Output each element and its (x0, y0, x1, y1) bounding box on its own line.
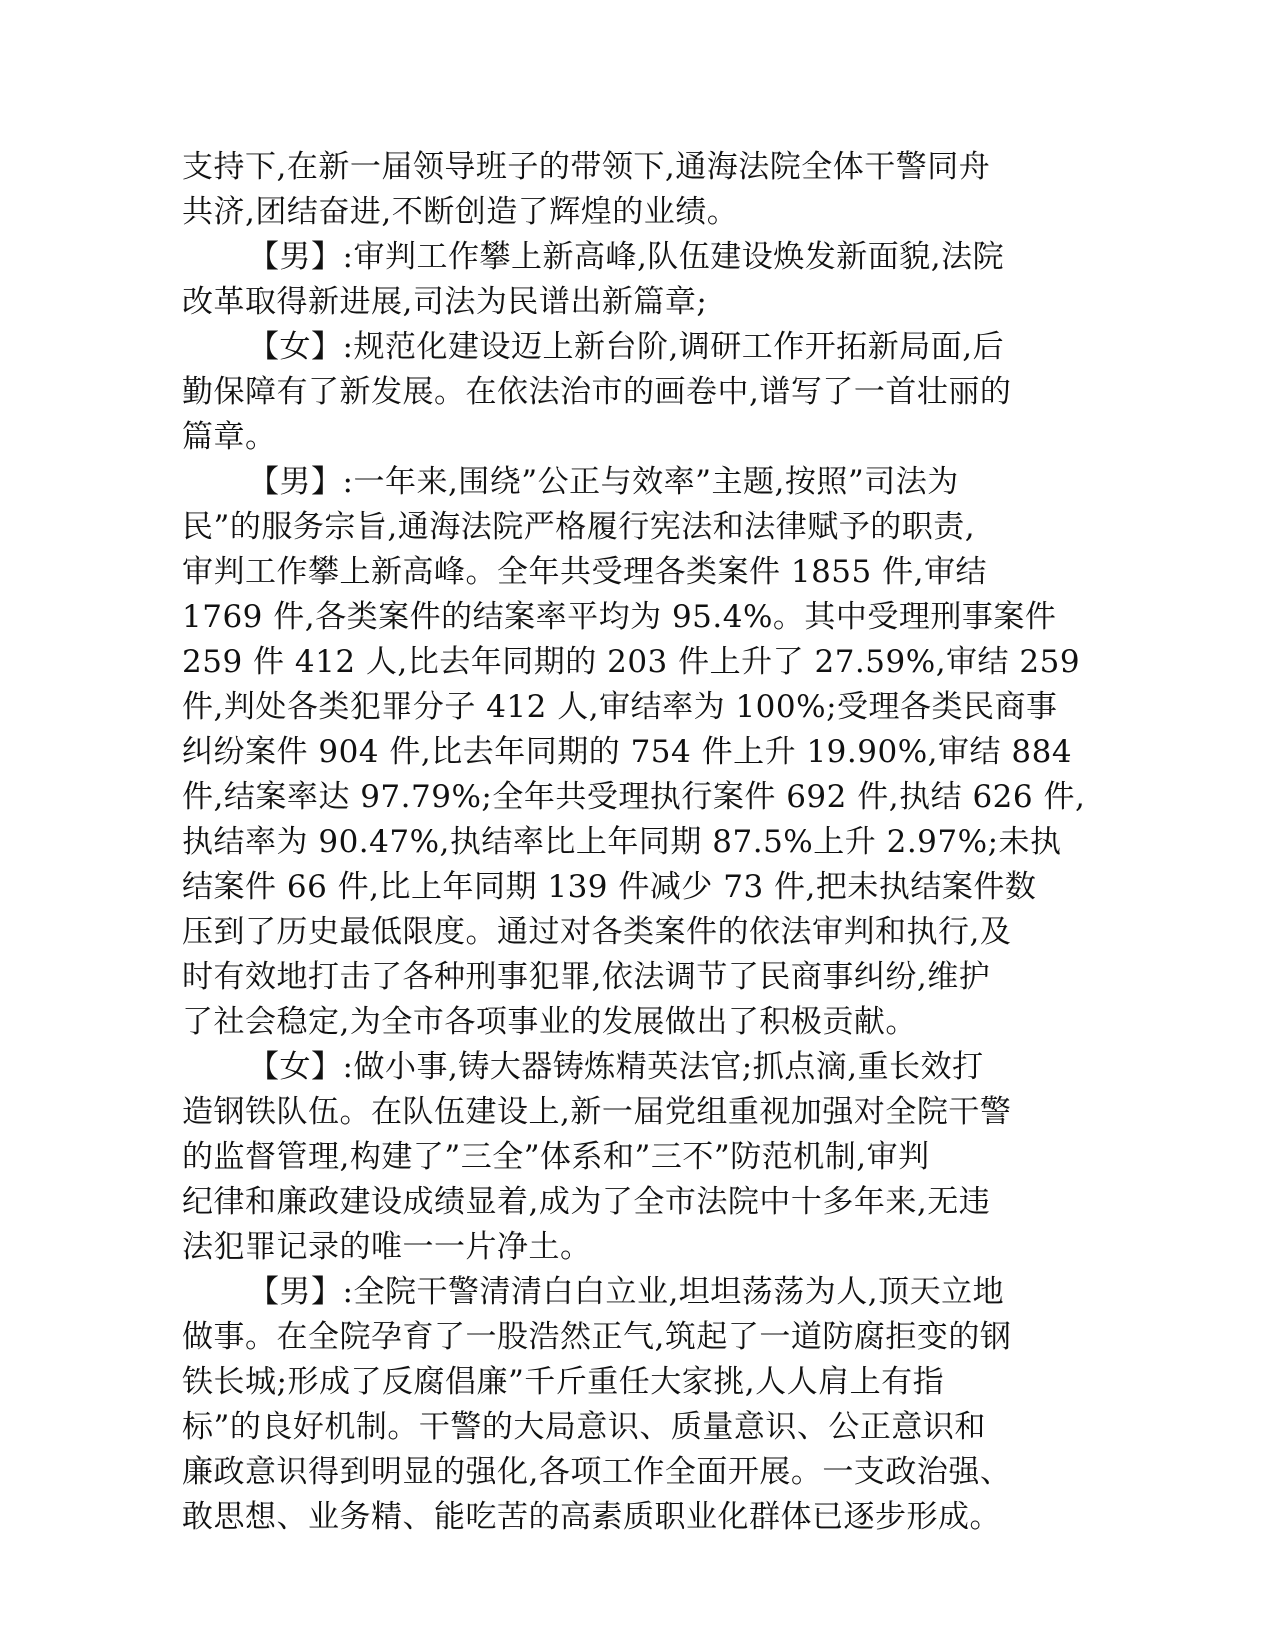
text-line: 结案件 66 件,比上年同期 139 件减少 73 件,把未执结案件数 (182, 869, 1037, 905)
text-line: 压到了历史最低限度。通过对各类案件的依法审判和执行,及 (182, 914, 1012, 950)
paragraph-first-line: 【女】:做小事,铸大器铸炼精英法官;抓点滴,重长效打 (248, 1049, 984, 1085)
text-line: 廉政意识得到明显的强化,各项工作全面开展。一支政治强、 (182, 1454, 1012, 1490)
text-line: 纠纷案件 904 件,比去年同期的 754 件上升 19.90%,审结 884 (182, 734, 1073, 770)
text-line: 件,判处各类犯罪分子 412 人,审结率为 100%;受理各类民商事 (182, 689, 1058, 725)
text-line: 造钢铁队伍。在队伍建设上,新一届党组重视加强对全院干警 (182, 1094, 1012, 1130)
text-line: 259 件 412 人,比去年同期的 203 件上升了 27.59%,审结 259 (182, 644, 1081, 680)
paragraph-first-line: 【男】:一年来,围绕”公正与效率”主题,按照”司法为 (248, 464, 959, 500)
text-line: 1769 件,各类案件的结案率平均为 95.4%。其中受理刑事案件 (182, 599, 1057, 635)
text-line: 审判工作攀上新高峰。全年共受理各类案件 1855 件,审结 (182, 554, 987, 590)
text-line: 铁长城;形成了反腐倡廉”千斤重任大家挑,人人肩上有指 (182, 1364, 945, 1400)
body-text (182, 145, 1086, 1540)
text-line: 了社会稳定,为全市各项事业的发展做出了积极贡献。 (182, 1004, 917, 1040)
text-line: 共济,团结奋进,不断创造了辉煌的业绩。 (182, 194, 739, 230)
text-line: 支持下,在新一届领导班子的带领下,通海法院全体干警同舟 (182, 149, 991, 185)
text-line: 做事。在全院孕育了一股浩然正气,筑起了一道防腐拒变的钢 (182, 1319, 1012, 1355)
text-line: 纪律和廉政建设成绩显着,成为了全市法院中十多年来,无违 (182, 1184, 991, 1220)
text-line: 勤保障有了新发展。在依法治市的画卷中,谱写了一首壮丽的 (182, 374, 1012, 410)
text-line: 法犯罪记录的唯一一片净土。 (182, 1229, 592, 1265)
paragraph-first-line: 【男】:审判工作攀上新高峰,队伍建设焕发新面貌,法院 (248, 239, 1005, 275)
paragraph-first-line: 【女】:规范化建设迈上新台阶,调研工作开拓新局面,后 (248, 329, 1005, 365)
paragraph-first-line: 【男】:全院干警清清白白立业,坦坦荡荡为人,顶天立地 (248, 1274, 1005, 1310)
text-line: 时有效地打击了各种刑事犯罪,依法调节了民商事纠纷,维护 (182, 959, 991, 995)
text-line: 执结率为 90.47%,执结率比上年同期 87.5%上升 2.97%;未执 (182, 824, 1062, 860)
text-line: 民”的服务宗旨,通海法院严格履行宪法和法律赋予的职责, (182, 509, 976, 545)
text-line: 改革取得新进展,司法为民谱出新篇章; (182, 284, 708, 320)
text-line: 的监督管理,构建了”三全”体系和”三不”防范机制,审判 (182, 1139, 930, 1175)
text-line: 件,结案率达 97.79%;全年共受理执行案件 692 件,执结 626 件, (182, 779, 1086, 815)
text-line: 篇章。 (182, 419, 277, 455)
text-line: 标”的良好机制。干警的大局意识、质量意识、公正意识和 (182, 1409, 986, 1445)
text-line: 敢思想、业务精、能吃苦的高素质职业化群体已逐步形成。 (182, 1499, 1001, 1535)
